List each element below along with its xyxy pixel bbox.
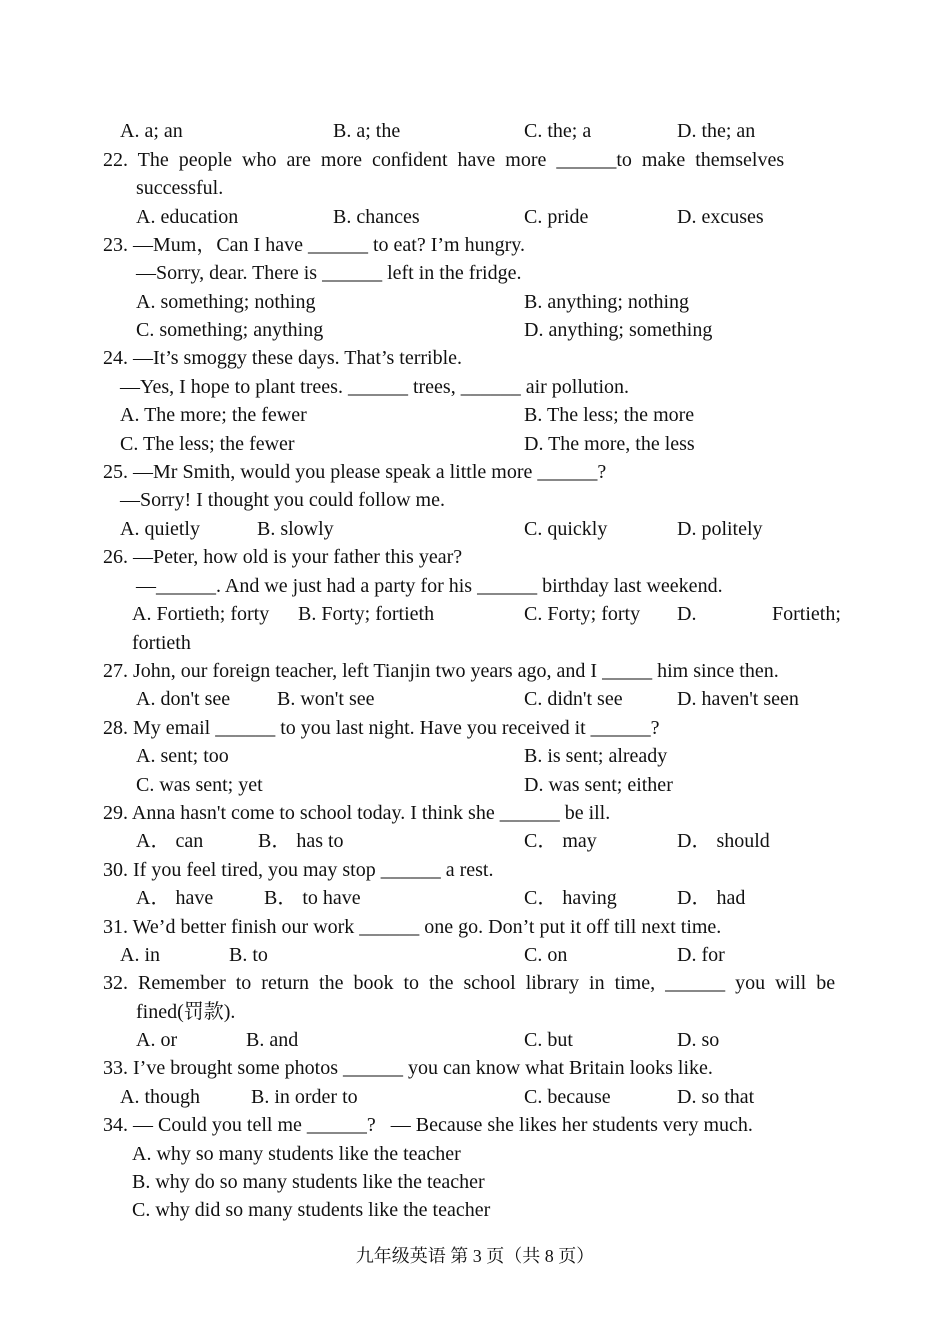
q30-stem: 30. If you feel tired, you may stop ______ a rest. — [103, 859, 494, 881]
q24-option-b: B. The less; the more — [524, 404, 695, 426]
q34-option-a: A. why so many students like the teacher — [132, 1143, 461, 1165]
q21-option-b: B. a; the — [333, 120, 401, 142]
q31-option-d: D. for — [677, 944, 725, 966]
q32-stem: 32. Remember to return the book to the school library in time, ______ you will be — [103, 972, 836, 994]
q25-reply: —Sorry! I thought you could follow me. — [120, 489, 445, 511]
q25-option-b: B. slowly — [257, 518, 334, 540]
q21-option-c: C. the; a — [524, 120, 592, 142]
q32-stem-cont: fined(罚款). — [136, 1001, 236, 1023]
q26-option-d-label: D. — [677, 603, 697, 625]
q26-option-d-text: Fortieth; — [772, 603, 841, 625]
q31-option-c: C. on — [524, 944, 568, 966]
q31-option-b: B. to — [229, 944, 268, 966]
q22-option-a: A. education — [136, 206, 239, 228]
q27-option-a: A. don't see — [136, 688, 231, 710]
q32-option-a: A. or — [136, 1029, 178, 1051]
q30-option-b: B． to have — [264, 887, 361, 909]
q22-option-b: B. chances — [333, 206, 420, 228]
q25-stem: 25. —Mr Smith, would you please speak a little more ______? — [103, 461, 607, 483]
q23-option-c: C. something; anything — [136, 319, 324, 341]
q24-reply: —Yes, I hope to plant trees. ______ trees, ______ air pollution. — [120, 376, 630, 398]
q30-option-a: A． have — [136, 887, 214, 909]
q22-option-c: C. pride — [524, 206, 589, 228]
q28-option-c: C. was sent; yet — [136, 774, 263, 796]
q33-option-a: A. though — [120, 1086, 200, 1108]
q23-stem: 23. —Mum，Can I have ______ to eat? I’m hungry. — [103, 234, 525, 256]
q25-option-d: D. politely — [677, 518, 763, 540]
q23-reply: —Sorry, dear. There is ______ left in the fridge. — [136, 262, 522, 284]
q26-option-b: B. Forty; fortieth — [298, 603, 435, 625]
q33-stem: 33. I’ve brought some photos ______ you can know what Britain looks like. — [103, 1057, 713, 1079]
q28-option-a: A. sent; too — [136, 745, 229, 767]
q33-option-d: D. so that — [677, 1086, 755, 1108]
q30-option-c: C． having — [524, 887, 617, 909]
q29-option-d: D． should — [677, 830, 770, 852]
q23-option-b: B. anything; nothing — [524, 291, 689, 313]
q24-stem: 24. —It’s smoggy these days. That’s terrible. — [103, 347, 463, 369]
q29-option-b: B． has to — [258, 830, 344, 852]
q26-option-c: C. Forty; forty — [524, 603, 641, 625]
q23-option-a: A. something; nothing — [136, 291, 316, 313]
q25-option-a: A. quietly — [120, 518, 200, 540]
q21-option-d: D. the; an — [677, 120, 756, 142]
q34-option-c: C. why did so many students like the teacher — [132, 1199, 491, 1221]
page-footer: 九年级英语 第 3 页（共 8 页） — [355, 1246, 595, 1266]
q27-option-d: D. haven't seen — [677, 688, 799, 710]
q33-option-b: B. in order to — [251, 1086, 358, 1108]
q23-option-d: D. anything; something — [524, 319, 713, 341]
q32-option-b: B. and — [246, 1029, 299, 1051]
q33-option-c: C. because — [524, 1086, 611, 1108]
q32-option-d: D. so — [677, 1029, 720, 1051]
q24-option-d: D. The more, the less — [524, 433, 695, 455]
q26-option-d-cont: fortieth — [132, 632, 191, 654]
q28-option-d: D. was sent; either — [524, 774, 673, 796]
q24-option-a: A. The more; the fewer — [120, 404, 307, 426]
q29-option-a: A． can — [136, 830, 204, 852]
q28-stem: 28. My email ______ to you last night. Have you received it ______? — [103, 717, 660, 739]
q34-stem: 34. — Could you tell me ______? — Because she likes her students very much. — [103, 1114, 753, 1136]
q26-option-a: A. Fortieth; forty — [132, 603, 270, 625]
q34-option-b: B. why do so many students like the teacher — [132, 1171, 485, 1193]
q30-option-d: D． had — [677, 887, 746, 909]
q26-stem: 26. —Peter, how old is your father this year? — [103, 546, 463, 568]
q28-option-b: B. is sent; already — [524, 745, 668, 767]
q31-stem: 31. We’d better finish our work ______ one go. Don’t put it off till next time. — [103, 916, 722, 938]
q29-stem: 29. Anna hasn't come to school today. I think she ______ be ill. — [103, 802, 611, 824]
q21-option-a: A. a; an — [120, 120, 183, 142]
q27-stem: 27. John, our foreign teacher, left Tianjin two years ago, and I _____ him since then. — [103, 660, 779, 682]
q27-option-b: B. won't see — [277, 688, 375, 710]
q25-option-c: C. quickly — [524, 518, 608, 540]
q24-option-c: C. The less; the fewer — [120, 433, 295, 455]
q29-option-c: C． may — [524, 830, 597, 852]
q22-option-d: D. excuses — [677, 206, 764, 228]
q31-option-a: A. in — [120, 944, 160, 966]
q22-stem-cont: successful. — [136, 177, 224, 199]
q32-option-c: C. but — [524, 1029, 573, 1051]
q22-stem: 22. The people who are more confident have more ______to make themselves — [103, 149, 785, 171]
q27-option-c: C. didn't see — [524, 688, 623, 710]
q26-reply: —______. And we just had a party for his ______ birthday last weekend. — [136, 575, 723, 597]
